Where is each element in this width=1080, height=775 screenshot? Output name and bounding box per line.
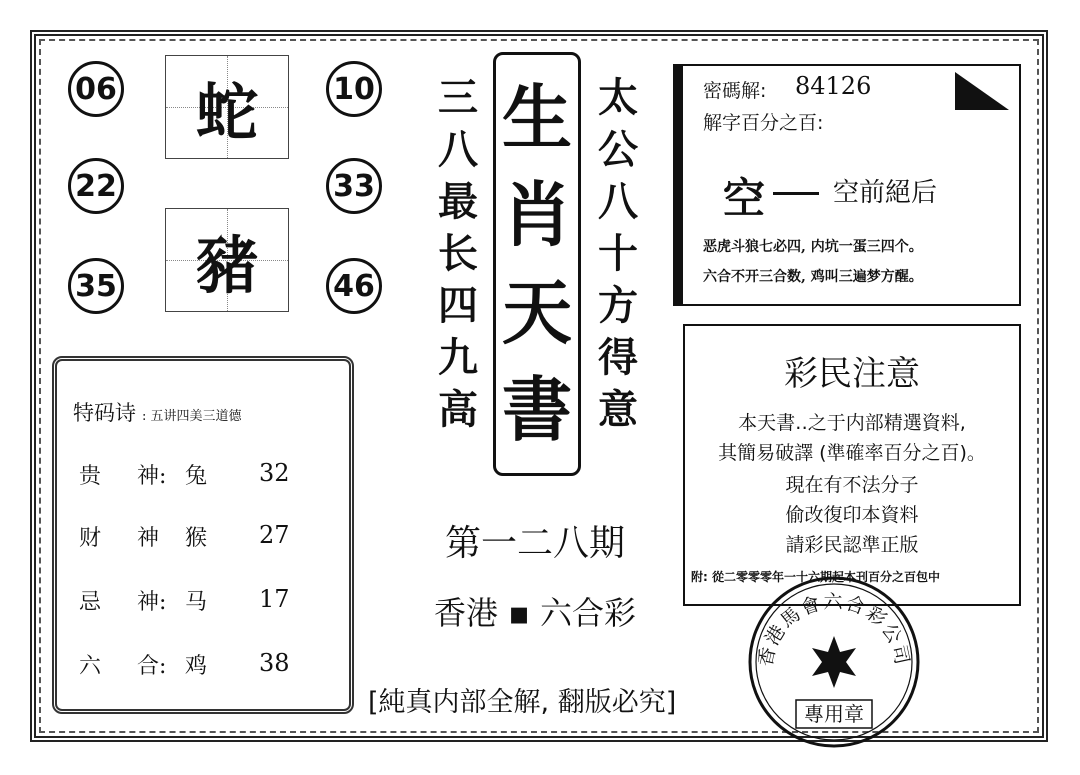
- poem-row: [79, 585, 319, 617]
- notice-line: 現在有不法分子: [785, 474, 919, 496]
- poem-key: 神:: [137, 464, 167, 489]
- poem-key: 财: [79, 526, 102, 551]
- notice-line: 偷改復印本資料: [785, 504, 919, 526]
- number-circle: [326, 258, 382, 314]
- slogan-char: 方: [598, 282, 638, 329]
- poem-animal: 马: [185, 590, 208, 615]
- poem-animal: 猴: [185, 526, 208, 551]
- poem-key: 神:: [137, 590, 167, 615]
- poem-key: 忌: [79, 590, 102, 615]
- poem-number: 38: [259, 649, 290, 677]
- poem-subtitle: : 五讲四美三道德: [142, 409, 242, 424]
- dash-icon: [773, 192, 819, 195]
- slogan-char: 高: [438, 386, 478, 433]
- number-circle: [68, 158, 124, 214]
- slogan-char: 长: [438, 230, 478, 277]
- notice-line: 其簡易破譯 (準確率百分之百)。: [718, 442, 986, 464]
- number-circle: [68, 61, 124, 117]
- poem-animal: 兔: [185, 464, 208, 489]
- slogan-char: 太: [598, 74, 638, 121]
- zodiac-box: [165, 55, 289, 159]
- number-value: 35: [75, 268, 117, 304]
- poem-number: 27: [259, 521, 290, 549]
- notice-footnote: 附: 從二零零零年一十六期起本刊百分之百包中: [691, 570, 940, 584]
- slogan-char: 八: [598, 178, 638, 225]
- title-box: [493, 52, 581, 476]
- issue-number: 第一二八期: [444, 523, 625, 564]
- corner-triangle-icon: [955, 72, 1009, 110]
- poem-heading: [73, 397, 242, 427]
- title-char: 肖: [502, 173, 572, 257]
- password-subtitle: 解字百分之百:: [703, 112, 824, 134]
- number-circle: [326, 158, 382, 214]
- title-char: 書: [502, 368, 572, 452]
- vertical-slogan-right: [598, 72, 638, 436]
- seal-center-text: 專用章: [804, 702, 864, 726]
- password-line: 恶虎斗狼七必四, 内坑一蛋三四个。: [703, 239, 923, 255]
- poem-key: 神: [137, 526, 160, 551]
- password-label: 密碼解:: [703, 80, 767, 102]
- number-value: 10: [333, 71, 375, 107]
- title-char: 生: [502, 75, 572, 159]
- poem-key: 贵: [79, 464, 102, 489]
- zodiac-char: 蛇: [195, 75, 258, 149]
- poem-title: 特码诗: [73, 401, 136, 425]
- password-box: [673, 64, 1021, 306]
- password-line: 六合不开三合数, 鸡叫三遍梦方醒。: [703, 269, 923, 285]
- vertical-slogan-left: [438, 72, 478, 436]
- number-circle: [326, 61, 382, 117]
- seal-ring-text: 香港馬會六合彩公司: [754, 591, 914, 669]
- poem-row: [79, 459, 319, 491]
- slogan-char: 九: [438, 334, 478, 381]
- poem-key: 合:: [137, 654, 167, 679]
- poem-row: [79, 649, 319, 681]
- poem-number: 17: [259, 585, 290, 613]
- poem-box: [52, 356, 354, 714]
- poem-key: 六: [79, 654, 102, 679]
- official-seal: [746, 574, 922, 750]
- zodiac-char: 豬: [195, 228, 258, 302]
- notice-line: 請彩民認準正版: [785, 534, 919, 556]
- number-circle: [68, 258, 124, 314]
- number-value: 33: [333, 168, 375, 204]
- password-char: 空: [723, 174, 766, 223]
- slogan-char: 八: [438, 126, 478, 173]
- number-value: 22: [75, 168, 117, 204]
- slogan-char: 三: [438, 74, 478, 121]
- password-value: 84126: [795, 72, 872, 100]
- footer-slogan: [純真内部全解, 翻版必究]: [368, 687, 677, 718]
- password-meaning: 空前絕后: [833, 178, 938, 208]
- slogan-char: 最: [438, 178, 478, 225]
- slogan-char: 十: [598, 230, 638, 277]
- number-value: 46: [333, 268, 375, 304]
- notice-title: 彩民注意: [784, 354, 920, 394]
- brand-text: 香港 ▪ 六合彩: [433, 594, 637, 632]
- star-icon: [812, 636, 856, 688]
- poem-number: 32: [259, 459, 290, 487]
- slogan-char: 公: [598, 126, 638, 173]
- poem-row: [79, 521, 319, 553]
- notice-line: 本天書‥之于内部精選資料,: [738, 412, 966, 434]
- slogan-char: 意: [598, 386, 638, 433]
- zodiac-box: [165, 208, 289, 312]
- title-char: 天: [502, 270, 572, 354]
- number-value: 06: [75, 71, 117, 107]
- poem-animal: 鸡: [185, 654, 208, 679]
- notice-box: [683, 324, 1021, 606]
- slogan-char: 得: [598, 334, 638, 381]
- slogan-char: 四: [438, 282, 478, 329]
